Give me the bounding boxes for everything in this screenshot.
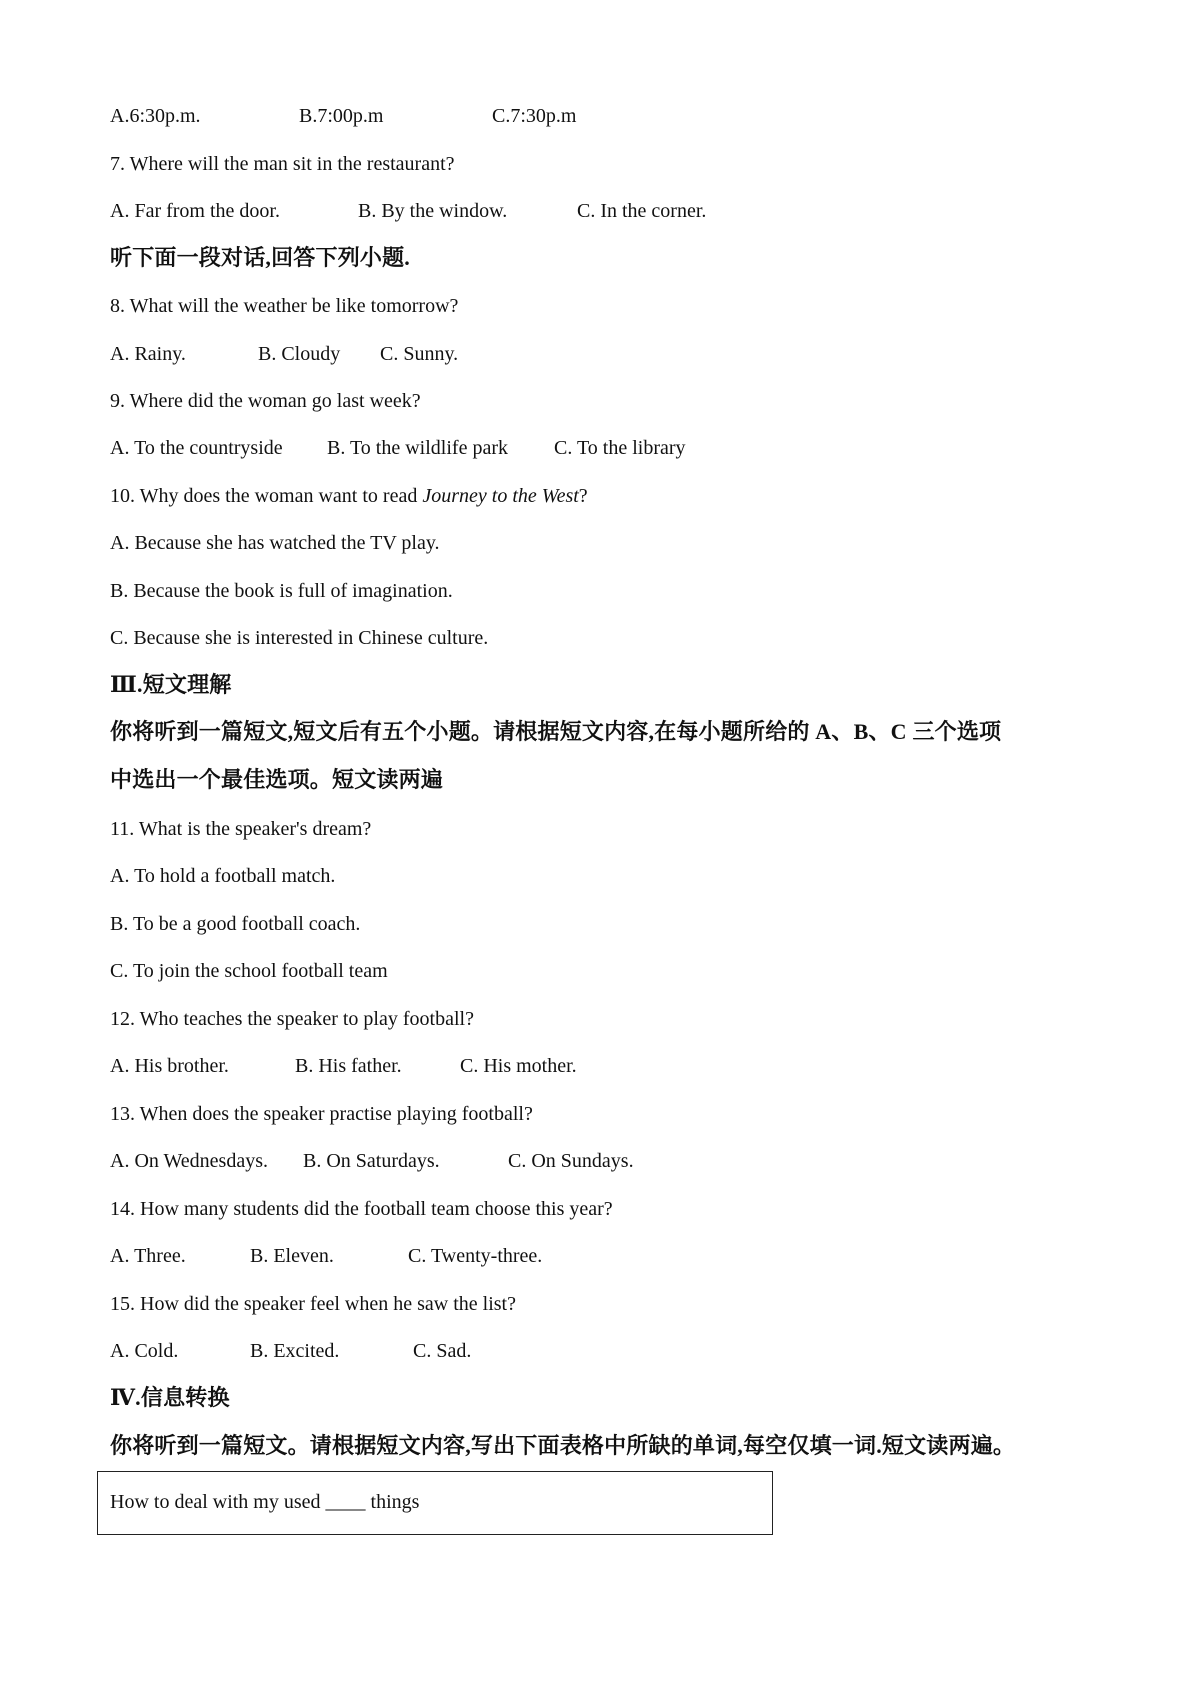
q7-option-c: C. In the corner. xyxy=(577,200,707,222)
table-blank: ____ xyxy=(325,1491,366,1513)
info-table xyxy=(97,1471,773,1535)
q11-option-a: A. To hold a football match. xyxy=(110,865,336,887)
q10-question-suffix: ? xyxy=(578,485,588,507)
table-cell xyxy=(110,1488,419,1516)
q12-option-b: B. His father. xyxy=(295,1055,402,1077)
q13-option-c: C. On Sundays. xyxy=(508,1150,634,1172)
q6-option-a: A.6:30p.m. xyxy=(110,105,201,127)
q6-option-c: C.7:30p.m xyxy=(492,105,577,127)
q10-book-title: Journey to the West xyxy=(422,485,579,507)
q14-option-a: A. Three. xyxy=(110,1245,186,1267)
section4-instruction: 你将听到一篇短文。请根据短文内容,写出下面表格中所缺的单词,每空仅填一词.短文读两遍。 xyxy=(110,1433,1016,1458)
q13-option-a: A. On Wednesdays. xyxy=(110,1150,268,1172)
q10-option-c: C. Because she is interested in Chinese culture. xyxy=(110,627,489,649)
q11-option-c: C. To join the school football team xyxy=(110,960,388,982)
q15-option-c: C. Sad. xyxy=(413,1340,472,1362)
q9-option-a: A. To the countryside xyxy=(110,437,283,459)
q14-question: 14. How many students did the football team choose this year? xyxy=(110,1198,613,1220)
q15-option-a: A. Cold. xyxy=(110,1340,179,1362)
q11-question: 11. What is the speaker's dream? xyxy=(110,818,372,840)
q12-question: 12. Who teaches the speaker to play football? xyxy=(110,1008,474,1030)
table-cell-prefix: How to deal with my used xyxy=(110,1491,326,1513)
q10-option-a: A. Because she has watched the TV play. xyxy=(110,532,440,554)
q13-question: 13. When does the speaker practise playing football? xyxy=(110,1103,533,1125)
q7-option-a: A. Far from the door. xyxy=(110,200,280,222)
dialogue-instruction: 听下面一段对话,回答下列小题. xyxy=(110,245,411,270)
q15-question: 15. How did the speaker feel when he saw the list? xyxy=(110,1293,516,1315)
q7-option-b: B. By the window. xyxy=(358,200,508,222)
q13-option-b: B. On Saturdays. xyxy=(303,1150,440,1172)
q14-option-c: C. Twenty-three. xyxy=(408,1245,543,1267)
section4-title: Ⅳ.信息转换 xyxy=(110,1385,230,1410)
q8-option-c: C. Sunny. xyxy=(380,343,459,365)
q15-option-b: B. Excited. xyxy=(250,1340,340,1362)
table-cell-suffix: things xyxy=(365,1491,420,1513)
section3-instruction-line1: 你将听到一篇短文,短文后有五个小题。请根据短文内容,在每小题所给的 A、B、C 三个选项 xyxy=(110,719,1002,744)
q6-option-b: B.7:00p.m xyxy=(299,105,384,127)
q12-option-a: A. His brother. xyxy=(110,1055,229,1077)
q8-question: 8. What will the weather be like tomorrow? xyxy=(110,295,459,317)
section3-instruction-line2: 中选出一个最佳选项。短文读两遍 xyxy=(110,767,444,792)
q12-option-c: C. His mother. xyxy=(460,1055,577,1077)
q8-option-a: A. Rainy. xyxy=(110,343,186,365)
q10-question xyxy=(110,482,588,510)
q10-question-prefix: 10. Why does the woman want to read xyxy=(110,485,423,507)
q9-option-c: C. To the library xyxy=(554,437,686,459)
q7-question: 7. Where will the man sit in the restaurant? xyxy=(110,153,455,175)
section3-title: Ⅲ.短文理解 xyxy=(110,672,232,697)
q8-option-b: B. Cloudy xyxy=(258,343,341,365)
q9-option-b: B. To the wildlife park xyxy=(327,437,508,459)
q11-option-b: B. To be a good football coach. xyxy=(110,913,361,935)
q10-option-b: B. Because the book is full of imagination. xyxy=(110,580,453,602)
q9-question: 9. Where did the woman go last week? xyxy=(110,390,421,412)
q14-option-b: B. Eleven. xyxy=(250,1245,334,1267)
